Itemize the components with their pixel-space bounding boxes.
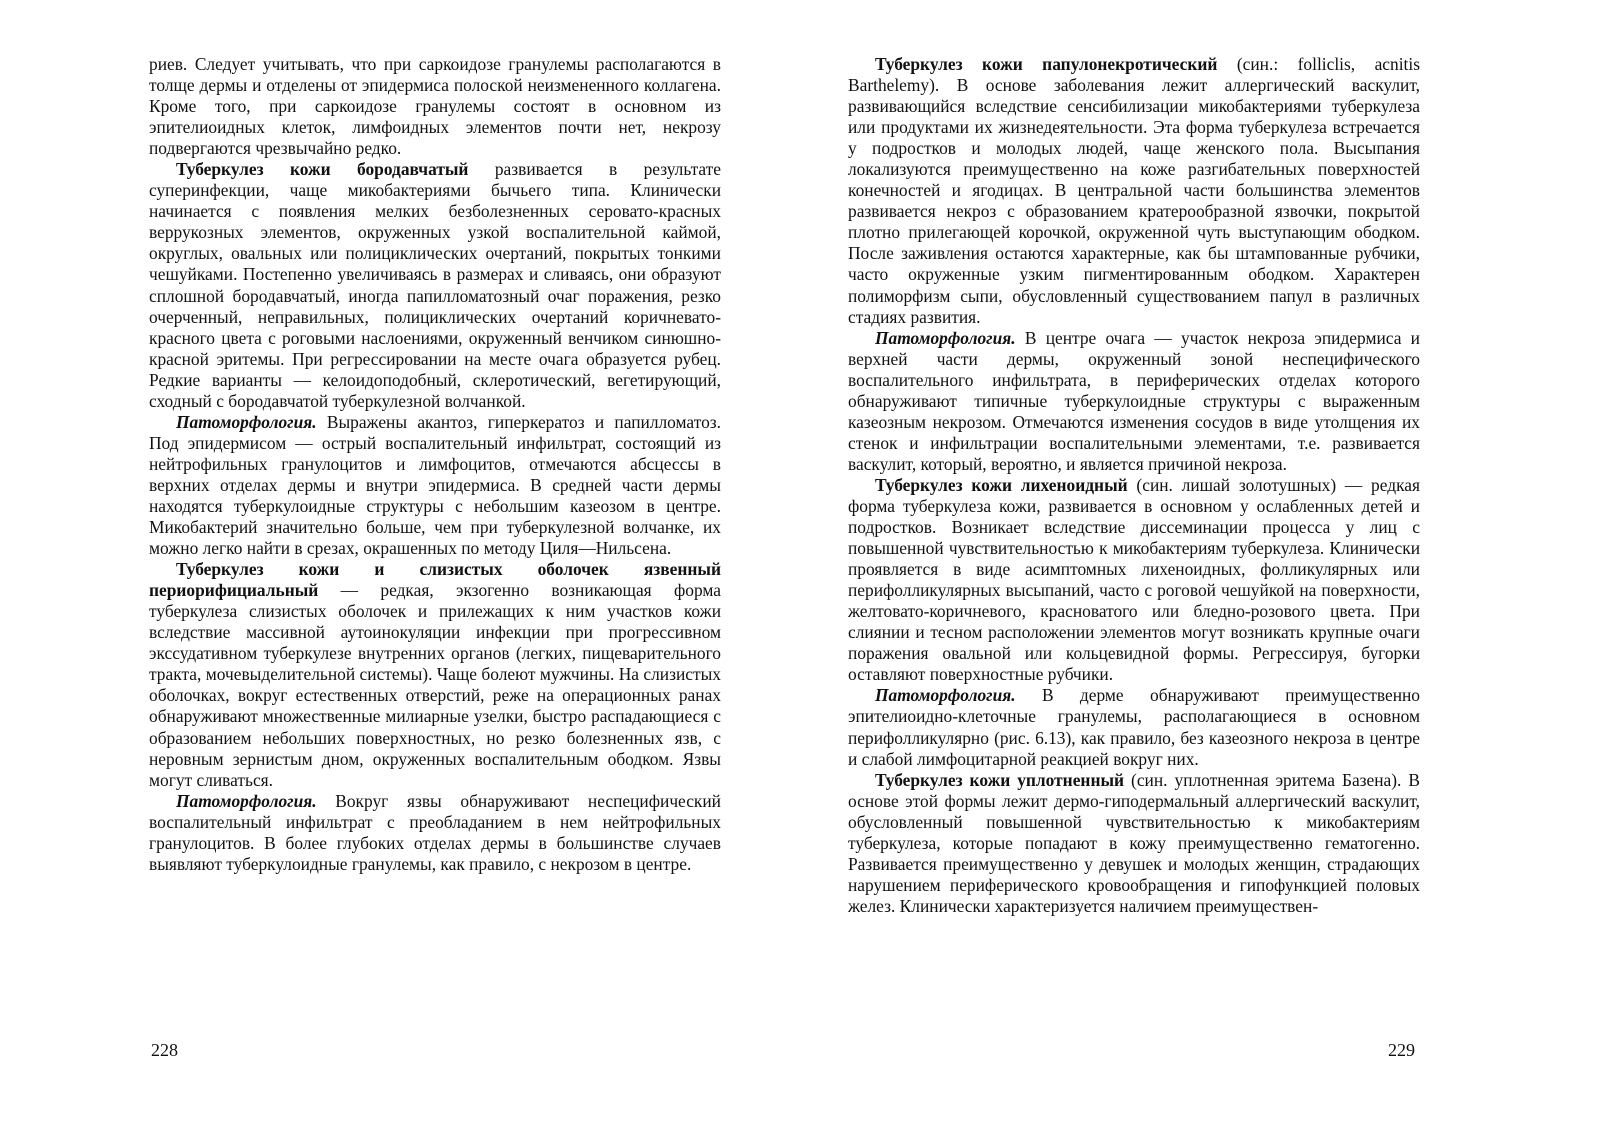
paragraph: риев. Следует учитывать, что при саркоидозе гранулемы располагаются в толще дермы и отделены от эпидермиса полоской неизмененного коллагена. Кроме того, при саркоидозе гранулемы состоят в основном из эпителиоидных клеток, лимфоидных элементов почти нет, некрозу подвергаются чрезвычайно редко. [149,54,721,159]
page-number: 229 [1388,1040,1415,1060]
paragraph: Патоморфология. Выражены акантоз, гиперкератоз и папилломатоз. Под эпидермисом — острый воспалительный инфильтрат, состоящий из нейтрофильных гранулоцитов и лимфоцитов, отмечаются абсцессы в верхних отделах дермы и внутри эпидермиса. В средней части дермы находятся туберкулоидные структуры с небольшим казеозом в центре. Микобактерий значительно больше, чем при туберкулезной волчанке, их можно легко найти в срезах, окрашенных по методу Циля—Нильсена. [149,411,721,559]
paragraph: Туберкулез кожи папулонекротический (син.: folliclis, acnitis Barthelemy). В основе заболевания лежит аллергический васкулит, развивающийся вследствие сенсибилизации микобактериями туберкулеза или продуктами их жизнедеятельности. Эта форма туберкулеза встречается у подростков и молодых людей, чаще женского пола. Высыпания локализуются преимущественно на коже разгибательных поверхностей конечностей и ягодицах. В центральной части большинства элементов развивается некроз с образованием кратерообразной язвочки, покрытой плотно прилегающей корочкой, окруженной чуть выступающим ободком. После заживления остаются характерные, как бы штампованные рубчики, часто окруженные узким пигментированным ободком. Характерен полиморфизм сыпи, обусловленный существованием папул в различных стадиях развития. [848,54,1420,327]
paragraph: Туберкулез кожи лихеноидный (син. лишай золотушных) — редкая форма туберкулеза кожи, развивается в основном у ослабленных детей и подростков. Возникает вследствие диссеминации процесса у лиц с повышенной чувствительностью к микобактериям туберкулеза. Клинически проявляется в виде асимптомных лихеноидных, фолликулярных или перифолликулярных высыпаний, часто с роговой чешуйкой на поверхности, желтовато-коричневого, красноватого или бледно-розового цвета. При слиянии и тесном расположении элементов могут возникать крупные очаги поражения овальной или кольцевидной формы. Регрессируя, бугорки оставляют поверхностные рубчики. [848,474,1420,685]
page-number: 228 [151,1040,178,1060]
paragraph: Туберкулез кожи уплотненный (син. уплотненная эритема Базена). В основе этой формы лежит дермо-гиподермальный аллергический васкулит, обусловленный повышенной чувствительностью к микобактериям туберкулеза, которые попадают в кожу преимущественно гематогенно. Развивается преимущественно у девушек и молодых женщин, страдающих нарушением периферического кровообращения и гипофункцией половых желез. Клинически характеризуется наличием преимуществен- [848,769,1420,916]
subheading: Патоморфология. [875,327,1016,348]
subheading: Патоморфология. [176,411,317,432]
right-page-text [848,54,1420,917]
section-heading: Туберкулез кожи бородавчатый [176,159,469,180]
section-heading: Туберкулез кожи папулонекротический [875,54,1218,74]
paragraph: Патоморфология. В центре очага — участок некроза эпидермиса и верхней части дермы, окруженный зоной неспецифического воспалительного инфильтрата, в периферических отделах которого обнаруживают типичные туберкулоидные структуры с выраженным казеозным некрозом. Отмечаются изменения сосудов в виде утолщения их стенок и инфильтрации воспалительными элементами, т.е. развивается васкулит, который, вероятно, и является причиной некроза. [848,327,1420,474]
subheading: Патоморфология. [176,790,317,811]
paragraph: Туберкулез кожи и слизистых оболочек язвенный периорифициальный — редкая, экзогенно возникающая форма туберкулеза слизистых оболочек и прилежащих к ним участков кожи вследствие массивной аутоинокуляции инфекции при прогрессивном экссудативном туберкулезе внутренних органов (легких, пищеварительного тракта, мочевыделительной системы). Чаще болеют мужчины. На слизистых оболочках, вокруг естественных отверстий, реже на операционных ранах обнаруживают множественные милиарные узелки, быстро распадающиеся с образованием небольших поверхностных, но резко болезненных язв, с неровным зернистым дном, окруженных воспалительным ободком. Язвы могут сливаться. [149,559,721,790]
paragraph: Патоморфология. Вокруг язвы обнаруживают неспецифический воспалительный инфильтрат с преобладанием в нем нейтрофильных гранулоцитов. В более глубоких отделах дермы в большинстве случаев выявляют туберкулоидные гранулемы, как правило, с некрозом в центре. [149,790,721,874]
section-heading: Туберкулез кожи лихеноидный [875,474,1128,495]
section-heading: Туберкулез кожи уплотненный [875,769,1125,790]
subheading: Патоморфология. [875,685,1016,706]
paragraph: Туберкулез кожи бородавчатый развивается в результате суперинфекции, чаще микобактериями бычьего типа. Клинически начинается с появления мелких безболезненных серовато-красных веррукозных элементов, окруженных узкой воспалительной каймой, округлых, овальных или полициклических очертаний, покрытых тонкими чешуйками. Постепенно увеличиваясь в размерах и сливаясь, они образуют сплошной бородавчатый, иногда папилломатозный очаг поражения, резко очерченный, неправильных, полициклических очертаний коричневато-красного цвета с роговыми наслоениями, окруженный венчиком синюшно-красной эритемы. При регрессировании на месте очага образуется рубец. Редкие варианты — келоидоподобный, склеротический, вегетирующий, сходный с бородавчатой туберкулезной волчанкой. [149,159,722,411]
paragraph: Патоморфология. В дерме обнаруживают преимущественно эпителиоидно-клеточные гранулемы, располагающиеся в основном перифолликулярно (рис. 6.13), как правило, без казеозного некроза в центре и слабой лимфоцитарной реакцией вокруг них. [848,685,1420,769]
left-page-text [149,54,721,875]
section-heading: Туберкулез кожи и слизистых оболочек язвенный периорифициальный [149,559,721,601]
